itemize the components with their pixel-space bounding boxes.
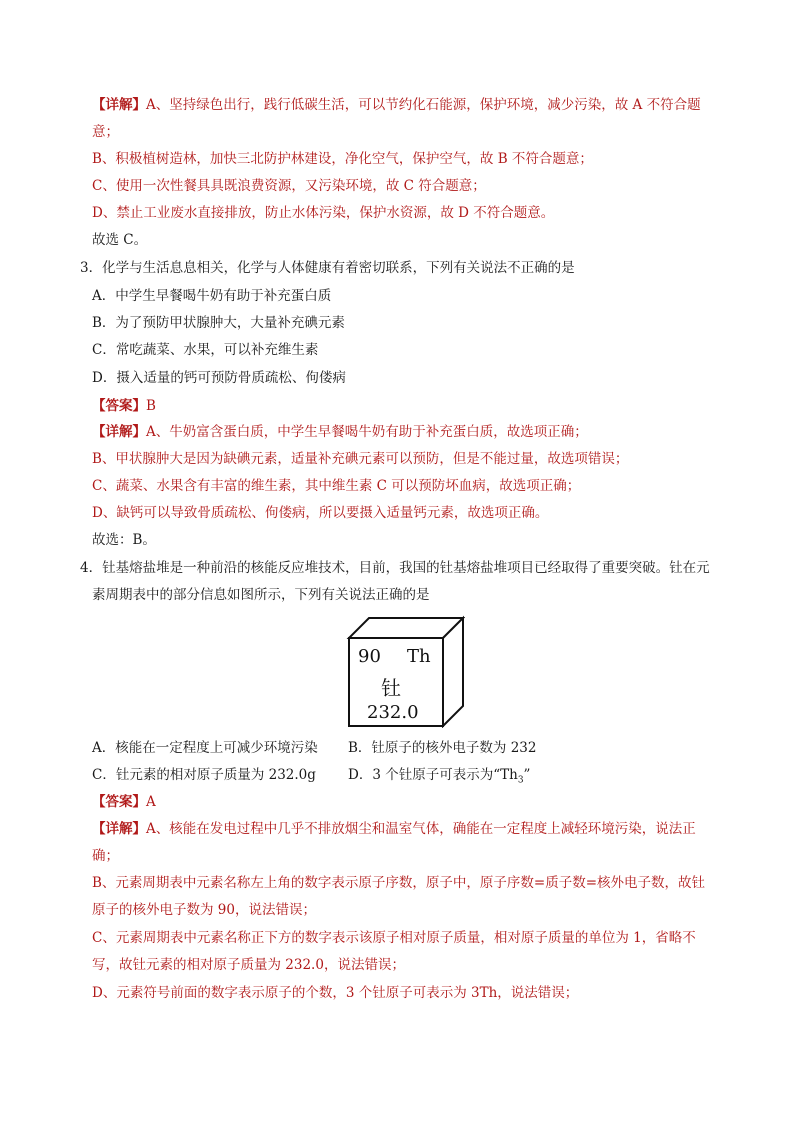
q2-detail-line-4: D、禁止工业废水直接排放，防止水体污染，保护水资源，故 D 不符合题意。 bbox=[92, 205, 555, 221]
q3-detail-a: 【详解】A、牛奶富含蛋白质，中学生早餐喝牛奶有助于补充蛋白质，故选项正确； bbox=[92, 424, 588, 440]
q3-option-c: C．常吃蔬菜、水果，可以补充维生素 bbox=[92, 342, 319, 358]
q3-conclusion: 故选：B。 bbox=[92, 532, 156, 548]
q4-detail-a-line-1: 【详解】A、核能在发电过程中几乎不排放烟尘和温室气体，确能在一定程度上减轻环境污染，说法正 bbox=[92, 821, 696, 837]
q3-option-d: D．摄入适量的钙可预防骨质疏松、佝偻病 bbox=[92, 370, 346, 386]
q4-detail-b-line-1: B、元素周期表中元素名称左上角的数字表示原子序数，原子中，原子序数=质子数=核外电子数，故钍 bbox=[92, 875, 706, 891]
q3-detail-d: D、缺钙可以导致骨质疏松、佝偻病，所以要摄入适量钙元素，故选项正确。 bbox=[92, 505, 549, 521]
q2-detail-line-1: 【详解】A、坚持绿色出行，践行低碳生活，可以节约化石能源，保护环境，减少污染，故 A 不符合题 bbox=[92, 97, 701, 113]
q2-detail-line-3: C、使用一次性餐具具既浪费资源，又污染环境，故 C 符合题意； bbox=[92, 178, 486, 194]
q4-option-b: B．钍原子的核外电子数为 232 bbox=[348, 740, 537, 756]
q4-stem-line-2: 素周期表中的部分信息如图所示，下列有关说法正确的是 bbox=[92, 587, 430, 603]
q4-detail-c-line-1: C、元素周期表中元素名称正下方的数字表示该原子相对原子质量，相对原子质量的单位为 1，省略不 bbox=[92, 930, 696, 946]
atomic-number: 90 bbox=[358, 646, 381, 667]
q3-stem: 3．化学与生活息息相关，化学与人体健康有着密切联系，下列有关说法不正确的是 bbox=[80, 260, 575, 276]
q2-conclusion: 故选 C。 bbox=[92, 232, 148, 248]
thorium-element-cube bbox=[345, 614, 465, 728]
q4-stem-line-1: 4．钍基熔盐堆是一种前沿的核能反应堆技术，目前，我国的钍基熔盐堆项目已经取得了重要突破。钍在元 bbox=[80, 560, 710, 576]
q3-option-b: B．为了预防甲状腺肿大，大量补充碘元素 bbox=[92, 315, 345, 331]
q2-detail-line-2: B、积极植树造林，加快三北防护林建设，净化空气，保护空气，故 B 不符合题意； bbox=[92, 151, 593, 167]
atomic-mass: 232.0 bbox=[367, 702, 419, 723]
q3-detail-c: C、蔬菜、水果含有丰富的维生素，其中维生素 C 可以预防坏血病，故选项正确； bbox=[92, 478, 581, 494]
element-symbol: Th bbox=[407, 646, 431, 667]
q4-option-c: C．钍元素的相对原子质量为 232.0g bbox=[92, 767, 316, 783]
q3-detail-b: B、甲状腺肿大是因为缺碘元素，适量补充碘元素可以预防，但是不能过量，故选项错误； bbox=[92, 451, 629, 467]
q4-answer: 【答案】A bbox=[92, 794, 156, 810]
q3-option-a: A．中学生早餐喝牛奶有助于补充蛋白质 bbox=[92, 288, 332, 304]
q4-option-d: D．3 个钍原子可表示为“$Th_3$” bbox=[348, 767, 531, 786]
element-name: 钍 bbox=[381, 676, 401, 700]
q2-detail-tag: 【详解】 bbox=[92, 97, 146, 113]
q2-detail-line-1-cont: 意； bbox=[92, 124, 119, 140]
q4-detail-a-line-2: 确； bbox=[92, 848, 119, 864]
q4-detail-b-line-2: 原子的核外电子数为 90，说法错误； bbox=[92, 902, 316, 918]
q4-detail-d-line-1: D、元素符号前面的数字表示原子的个数，3 个钍原子可表示为 3Th，说法错误； bbox=[92, 985, 579, 1001]
q4-detail-c-line-2: 写，故钍元素的相对原子质量为 232.0，说法错误； bbox=[92, 957, 405, 973]
q4-option-a: A．核能在一定程度上可减少环境污染 bbox=[92, 740, 318, 756]
q3-answer: 【答案】B bbox=[92, 398, 156, 414]
